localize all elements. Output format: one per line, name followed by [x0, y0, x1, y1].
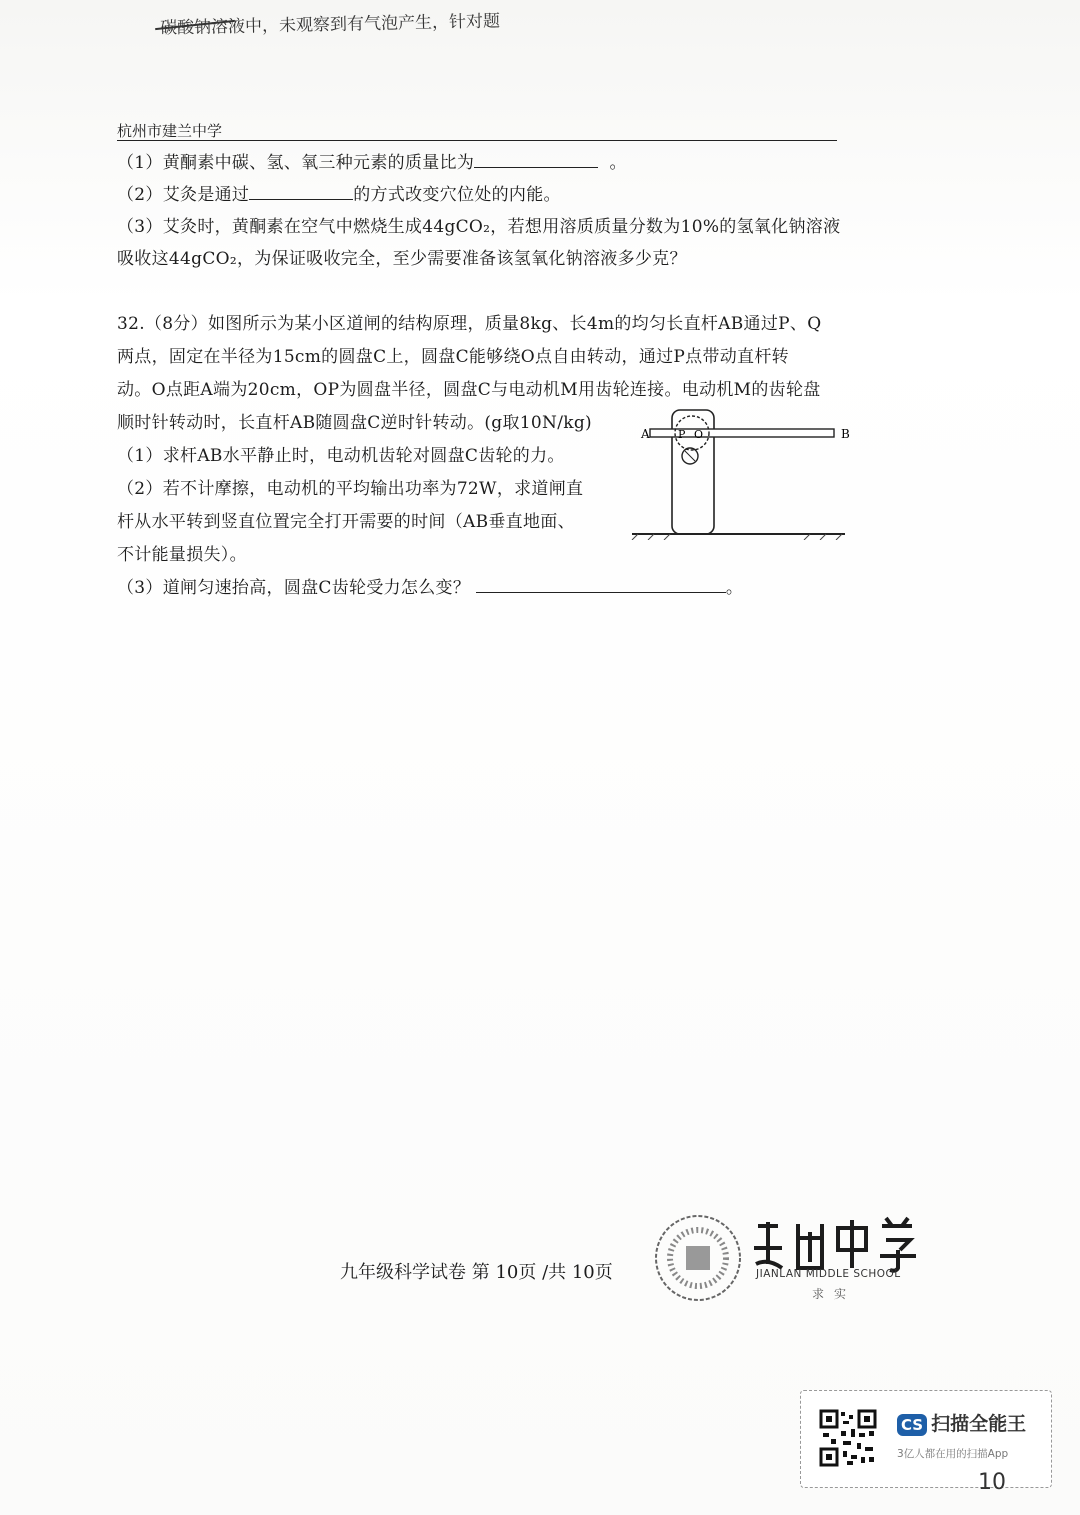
q31-part2-end: 的方式改变穴位处的内能。: [353, 185, 561, 205]
scan-page-number: 10: [978, 1470, 1006, 1495]
q31-part2: [117, 180, 561, 205]
barrier-gate-diagram: [630, 400, 860, 540]
q32-sub3-text: （3）道闸匀速抬高，圆盘C齿轮受力怎么变？: [117, 578, 471, 598]
scanner-watermark-badge: [800, 1390, 1052, 1488]
header-rule: [117, 140, 837, 141]
scanner-subtitle: 3亿人都在用的扫描App: [897, 1448, 1009, 1460]
q32-sub1: （1）求杆AB水平静止时，电动机齿轮对圆盘C齿轮的力。: [117, 446, 565, 466]
seal-english-name: JIANLAN MIDDLE SCHOOL: [756, 1268, 901, 1280]
seal-emblem: [686, 1246, 710, 1270]
cutoff-top-text: 碳酸钠溶液中，未观察到有气泡产生，针对题: [159, 11, 501, 39]
q32-sub2-line2: 杆从水平转到竖直位置完全打开需要的时间（AB垂直地面、: [117, 512, 575, 532]
scanner-title-row: [897, 1409, 1026, 1436]
q32-line3: 动。O点距A端为20cm，OP为圆盘半径，圆盘C与电动机M用齿轮连接。电动机M的齿轮盘: [117, 380, 821, 400]
seal-brush-char-1: [754, 1222, 782, 1268]
q31-part3-line1: （3）艾灸时，黄酮素在空气中燃烧生成44gCO₂，若想用溶质质量分数为10%的氢氧化钠溶液: [117, 217, 841, 237]
q32-sub3: [117, 573, 743, 598]
q31-part1: [117, 148, 627, 173]
label-o: O: [694, 428, 704, 441]
q31-part1-end: 。: [609, 153, 627, 173]
q31-part2-blank: [249, 184, 353, 200]
label-b: B: [841, 427, 850, 441]
q32-line2: 两点，固定在半径为15cm的圆盘C上，圆盘C能够绕O点自由转动，通过P点带动直杆转: [117, 347, 789, 367]
seal-brush-char-4: [880, 1218, 916, 1271]
q32-sub3-end: 。: [725, 578, 744, 598]
q32-sub3-blank: [476, 577, 726, 593]
school-header: 杭州市建兰中学: [117, 122, 223, 140]
label-a: A: [641, 427, 650, 441]
seal-brush-char-3: [838, 1220, 866, 1268]
motor-mark: [685, 451, 695, 461]
label-p: P: [678, 428, 686, 441]
q32-sub2-line3: 不计能量损失）。: [117, 545, 247, 565]
q32-line4: 顺时针转动时，长直杆AB随圆盘C逆时针转动。(g取10N/kg): [117, 413, 592, 433]
q32-line1: 32.（8分）如图所示为某小区道闸的结构原理，质量8kg、长4m的均匀长直杆AB通过P、Q: [117, 314, 822, 334]
page-footer: 九年级科学试卷 第 10页 /共 10页: [340, 1262, 613, 1283]
cs-logo-icon: CS: [897, 1414, 927, 1436]
qr-code-icon: [819, 1409, 877, 1467]
scanner-title: 扫描全能王: [931, 1413, 1027, 1435]
q31-part2-text: （2）艾灸是通过: [117, 185, 250, 205]
q32-sub2-line1: （2）若不计摩擦，电动机的平均输出功率为72W，求道闸直: [117, 479, 584, 499]
q31-part1-blank: [474, 152, 598, 168]
school-seal: [652, 1208, 932, 1308]
q31-part1-text: （1）黄酮素中碳、氢、氧三种元素的质量比为: [117, 153, 475, 173]
seal-motto: 求实: [812, 1287, 857, 1301]
q31-part3-line2: 吸收这44gCO₂，为保证吸收完全，至少需要准备该氢氧化钠溶液多少克？: [117, 249, 687, 269]
seal-brush-char-2: [798, 1224, 822, 1268]
scanner-badge-text: [897, 1409, 1026, 1461]
